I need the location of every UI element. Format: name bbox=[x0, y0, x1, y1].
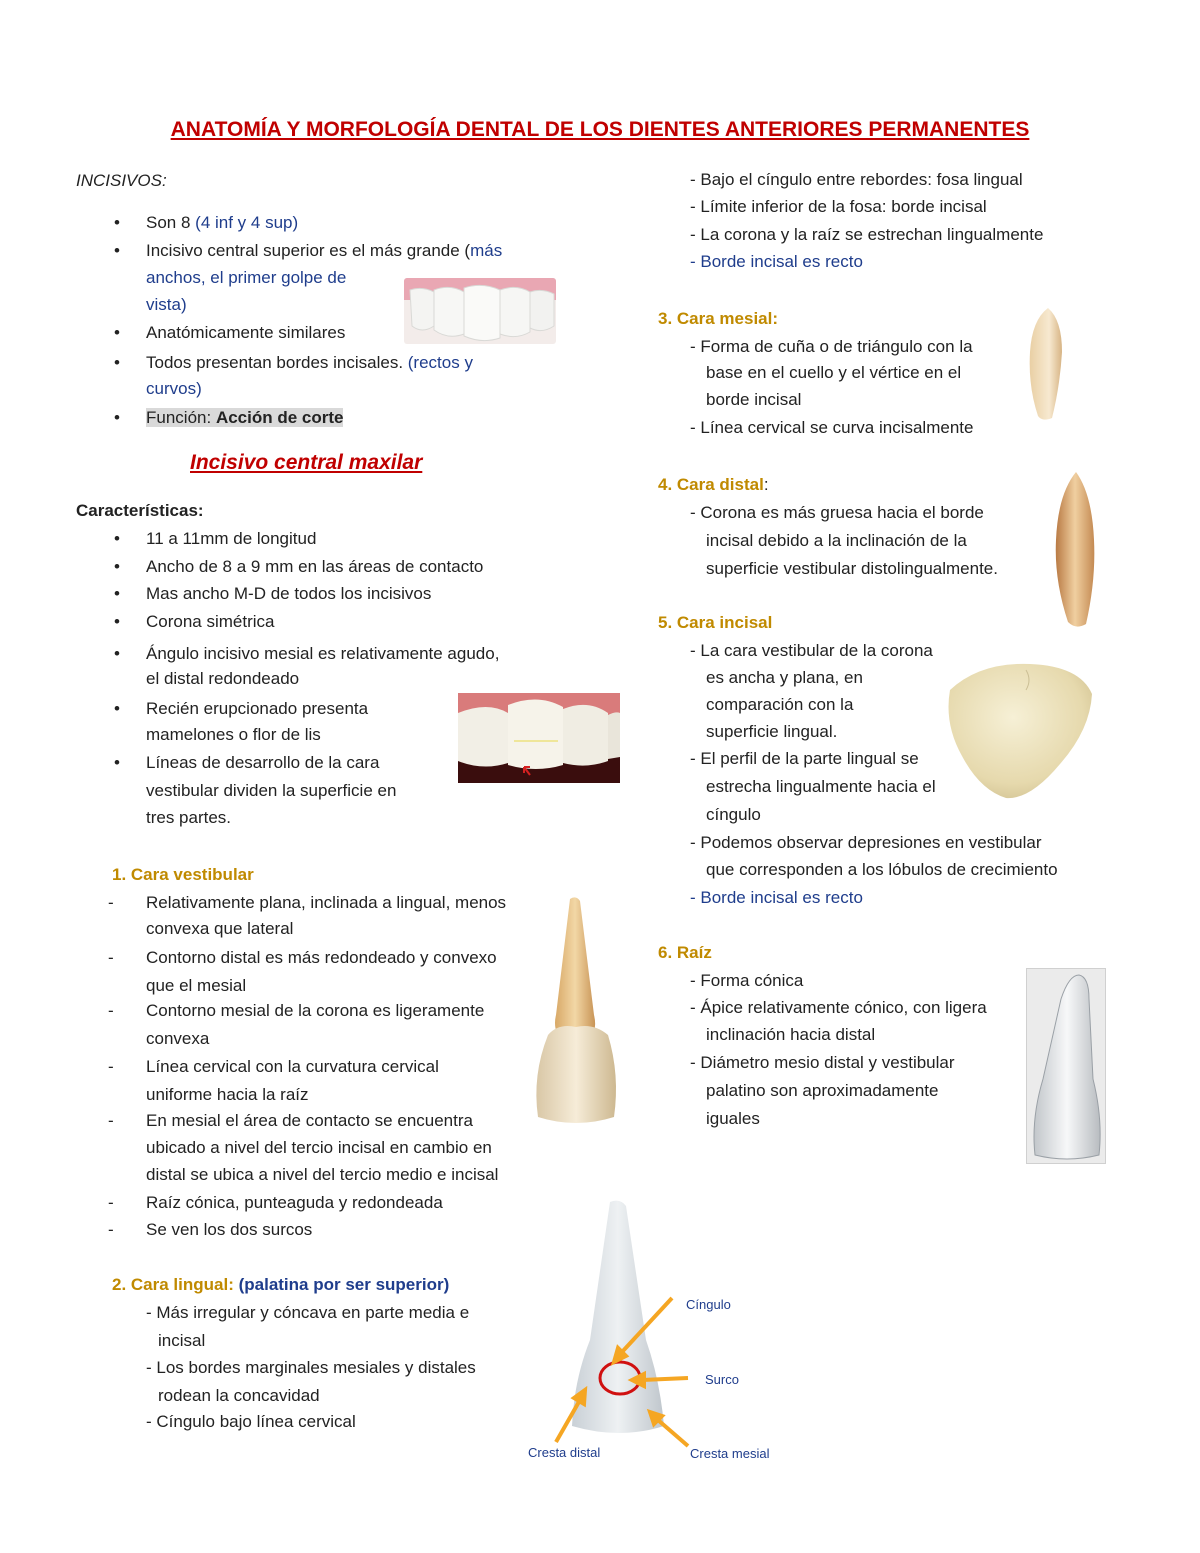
s1-item-cont: uniforme hacia la raíz bbox=[146, 1085, 309, 1104]
s4-heading bbox=[658, 474, 769, 496]
caracteristica-item: • Corona simétrica bbox=[146, 611, 275, 633]
right-top-item: - Límite inferior de la fosa: borde incisal bbox=[690, 197, 987, 216]
text-blue: (4 inf y 4 sup) bbox=[195, 213, 299, 232]
s6-item-cont: inclinación hacia distal bbox=[706, 1025, 876, 1044]
s5-item: - La cara vestibular de la corona bbox=[690, 641, 933, 660]
s1-item: - En mesial el área de contacto se encuentra bbox=[146, 1110, 473, 1132]
text: : bbox=[763, 475, 769, 494]
caracteristica-item: • Mas ancho M-D de todos los incisivos bbox=[146, 583, 431, 605]
s1-item: - Relativamente plana, inclinada a lingual, menos bbox=[146, 892, 506, 914]
s1-item: - Raíz cónica, punteaguda y redondeada bbox=[146, 1192, 443, 1214]
intro-bullet-4-cont: curvos) bbox=[146, 379, 202, 398]
s5-heading: 5. Cara incisal bbox=[658, 613, 773, 632]
text: 4. Cara distal bbox=[658, 475, 764, 494]
text: 2. Cara lingual: bbox=[112, 1275, 239, 1294]
s4-item-cont: superficie vestibular distolingualmente. bbox=[706, 559, 998, 578]
s5-item: - Podemos observar depresiones en vestibular bbox=[690, 833, 1042, 852]
s1-item-cont: distal se ubica a nivel del tercio medio e incisal bbox=[146, 1165, 499, 1184]
caracteristica-item-cont: vestibular dividen la superficie en bbox=[146, 781, 397, 800]
s1-heading: 1. Cara vestibular bbox=[112, 865, 254, 884]
mesial-tooth-image bbox=[1026, 306, 1066, 422]
caracteristica-item: • Recién erupcionado presenta bbox=[146, 698, 368, 720]
s2-item-cont: incisal bbox=[158, 1331, 206, 1350]
caracteristica-item: • 11 a 11mm de longitud bbox=[146, 528, 316, 550]
intro-bullet-2-cont: anchos, el primer golpe de bbox=[146, 268, 347, 287]
caracteristica-item-cont: el distal redondeado bbox=[146, 669, 300, 688]
text: Son 8 bbox=[146, 213, 196, 232]
s5-item-cont: superficie lingual. bbox=[706, 722, 838, 741]
page-title: ANATOMÍA Y MORFOLOGÍA DENTAL DE LOS DIENTES ANTERIORES PERMANENTES bbox=[170, 118, 1030, 141]
text-blue: (rectos y bbox=[407, 353, 473, 372]
root-tooth-image bbox=[1027, 969, 1105, 1163]
s5-item-cont: cíngulo bbox=[706, 805, 761, 824]
text: Incisivo central superior es el más grande ( bbox=[146, 241, 471, 260]
label-surco: Surco bbox=[705, 1372, 739, 1387]
caracteristicas-heading: Características: bbox=[76, 501, 204, 520]
s1-item-cont: convexa que lateral bbox=[146, 919, 294, 938]
s4-item: - Corona es más gruesa hacia el borde bbox=[690, 503, 984, 522]
caracteristica-item: • Ángulo incisivo mesial es relativamente agudo, bbox=[146, 643, 499, 665]
s5-item-cont: que corresponden a los lóbulos de crecimiento bbox=[706, 860, 1058, 879]
text-blue: más bbox=[470, 241, 503, 260]
root-tooth-frame bbox=[1026, 968, 1106, 1164]
s3-item: - Forma de cuña o de triángulo con la bbox=[690, 337, 973, 356]
s6-item-cont: palatino son aproximadamente bbox=[706, 1081, 939, 1100]
s6-item: - Ápice relativamente cónico, con ligera bbox=[690, 998, 987, 1017]
s1-item-cont: ubicado a nivel del tercio incisal en cambio en bbox=[146, 1138, 492, 1157]
s3-item-cont: base en el cuello y el vértice en el bbox=[706, 363, 962, 382]
s5-item: - Borde incisal es recto bbox=[690, 888, 863, 907]
s1-item: - Contorno mesial de la corona es ligeramente bbox=[146, 1000, 484, 1022]
incisal-tooth-image bbox=[940, 660, 1096, 804]
label-cresta-mesial: Cresta mesial bbox=[690, 1446, 770, 1461]
s1-item-cont: convexa bbox=[146, 1029, 210, 1048]
s6-heading: 6. Raíz bbox=[658, 943, 712, 962]
s5-item-cont: comparación con la bbox=[706, 695, 854, 714]
s1-item: - Línea cervical con la curvatura cervical bbox=[146, 1056, 439, 1078]
text-navy: (palatina por ser superior) bbox=[238, 1275, 450, 1294]
s2-item: - Cíngulo bajo línea cervical bbox=[146, 1412, 356, 1431]
text: Todos presentan bordes incisales. bbox=[146, 353, 408, 372]
s5-item-cont: es ancha y plana, en bbox=[706, 668, 863, 687]
s5-item-cont: estrecha lingualmente hacia el bbox=[706, 777, 936, 796]
label-cresta-distal: Cresta distal bbox=[528, 1445, 601, 1460]
s6-item: - Forma cónica bbox=[690, 971, 804, 990]
label-cingulo: Cíngulo bbox=[686, 1297, 731, 1312]
s3-heading: 3. Cara mesial: bbox=[658, 309, 779, 328]
s2-item-cont: rodean la concavidad bbox=[158, 1386, 320, 1405]
caracteristica-item: • Ancho de 8 a 9 mm en las áreas de contacto bbox=[146, 556, 483, 578]
s3-item-cont: borde incisal bbox=[706, 390, 802, 409]
caracteristica-item-cont: mamelones o flor de lis bbox=[146, 725, 321, 744]
text: Función: bbox=[146, 408, 216, 427]
right-top-item: - Bajo el cíngulo entre rebordes: fosa lingual bbox=[690, 170, 1023, 189]
incisivos-heading: INCISIVOS: bbox=[76, 171, 167, 190]
s1-item: - Contorno distal es más redondeado y convexo bbox=[146, 947, 497, 969]
s6-item-cont: iguales bbox=[706, 1109, 760, 1128]
s1-item-cont: que el mesial bbox=[146, 976, 247, 995]
s2-item: - Los bordes marginales mesiales y distales bbox=[146, 1358, 476, 1377]
right-top-item: - La corona y la raíz se estrechan lingualmente bbox=[690, 225, 1044, 244]
intro-bullet-3: • Anatómicamente similares bbox=[146, 322, 345, 344]
s4-item-cont: incisal debido a la inclinación de la bbox=[706, 531, 967, 550]
caracteristica-item: • Líneas de desarrollo de la cara bbox=[146, 752, 379, 774]
section-subtitle: Incisivo central maxilar bbox=[190, 451, 423, 474]
caracteristica-item-cont: tres partes. bbox=[146, 808, 232, 827]
s6-item: - Diámetro mesio distal y vestibular bbox=[690, 1053, 955, 1072]
s1-item: - Se ven los dos surcos bbox=[146, 1219, 312, 1241]
s2-item: - Más irregular y cóncava en parte media e bbox=[146, 1303, 470, 1322]
distal-tooth-image bbox=[1046, 470, 1104, 630]
s3-item: - Línea cervical se curva incisalmente bbox=[690, 418, 974, 437]
intro-bullet-2-cont2: vista) bbox=[146, 295, 187, 314]
text-bold: Acción de corte bbox=[215, 408, 344, 427]
s5-item: - El perfil de la parte lingual se bbox=[690, 749, 919, 768]
right-top-item: - Borde incisal es recto bbox=[690, 252, 863, 271]
